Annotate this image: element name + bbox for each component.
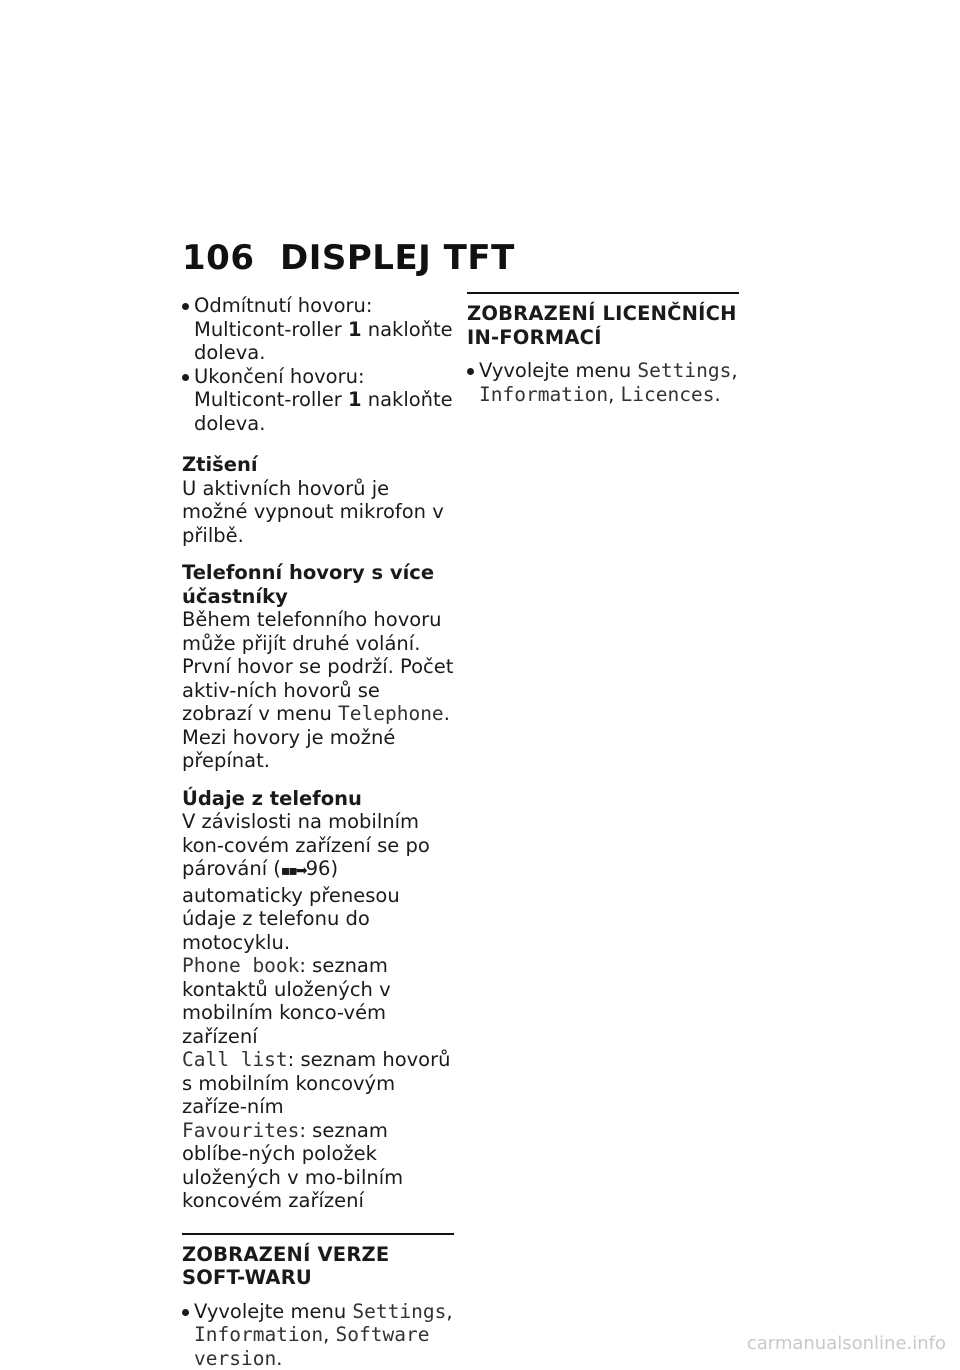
- watermark: carmanualsonline.info: [747, 1333, 946, 1354]
- list-item: Ukončení hovoru: Multicont-roller 1 nakloňte doleva.: [182, 365, 454, 436]
- paragraph: Phone book: seznam kontaktů uložených v mobilním konco-vém zařízení: [182, 954, 454, 1048]
- menu-name: Phone book: [182, 954, 299, 977]
- section-licences: [467, 292, 739, 406]
- paragraph: Favourites: seznam oblíbe-ných položek uložených v mo-bilním koncovém zařízení: [182, 1119, 454, 1213]
- menu-name: Information: [479, 383, 608, 406]
- list-item: Vyvolejte menu Settings, Information, Software version.: [182, 1300, 454, 1370]
- menu-name: Settings: [637, 359, 731, 382]
- menu-name: Telephone: [338, 702, 444, 725]
- paragraph: U aktivních hovorů je možné vypnout mikrofon v přilbě.: [182, 477, 454, 548]
- subheading-conference: Telefonní hovory s více účastníky: [182, 561, 454, 608]
- subheading-mute: Ztišení: [182, 453, 454, 477]
- callout-number: 1: [348, 388, 362, 411]
- page-number: 106: [182, 238, 280, 278]
- list-item: Vyvolejte menu Settings, Information, Licences.: [467, 359, 739, 406]
- menu-name: Favourites: [182, 1119, 299, 1142]
- callout-number: 1: [348, 318, 362, 341]
- menu-name: Software version: [194, 1323, 429, 1370]
- menu-name: Call list: [182, 1048, 288, 1071]
- section-title: ZOBRAZENÍ VERZE SOFT-WARU: [182, 1243, 454, 1290]
- page-reference-arrow-icon: ▪▪➡: [281, 863, 306, 879]
- page-reference: 96: [306, 857, 331, 880]
- paragraph: Call list: seznam hovorů s mobilním koncovým zaříze-ním: [182, 1048, 454, 1119]
- section-software: [182, 1233, 454, 1370]
- list-item: Odmítnutí hovoru: Multicont-roller 1 nakloňte doleva.: [182, 294, 454, 365]
- page-header: [182, 238, 515, 278]
- menu-name: Licences: [621, 383, 715, 406]
- page-title: DISPLEJ TFT: [280, 238, 515, 278]
- left-column: [182, 294, 454, 1370]
- section-title: ZOBRAZENÍ LICENČNÍCH IN-FORMACÍ: [467, 302, 739, 349]
- menu-name: Information: [194, 1323, 323, 1346]
- menu-name: Settings: [352, 1300, 446, 1323]
- right-column: [467, 292, 739, 406]
- paragraph: V závislosti na mobilním kon-covém zařízení se po párování (▪▪➡96) automaticky přenesou údaje z telefonu do motocyklu.: [182, 810, 454, 954]
- paragraph: Během telefonního hovoru může přijít druhé volání. První hovor se podrží. Počet aktiv-ních hovorů se zobrazí v menu Telephone. Mezi hovory je možné přepínat.: [182, 608, 454, 773]
- subheading-phone-data: Údaje z telefonu: [182, 787, 454, 811]
